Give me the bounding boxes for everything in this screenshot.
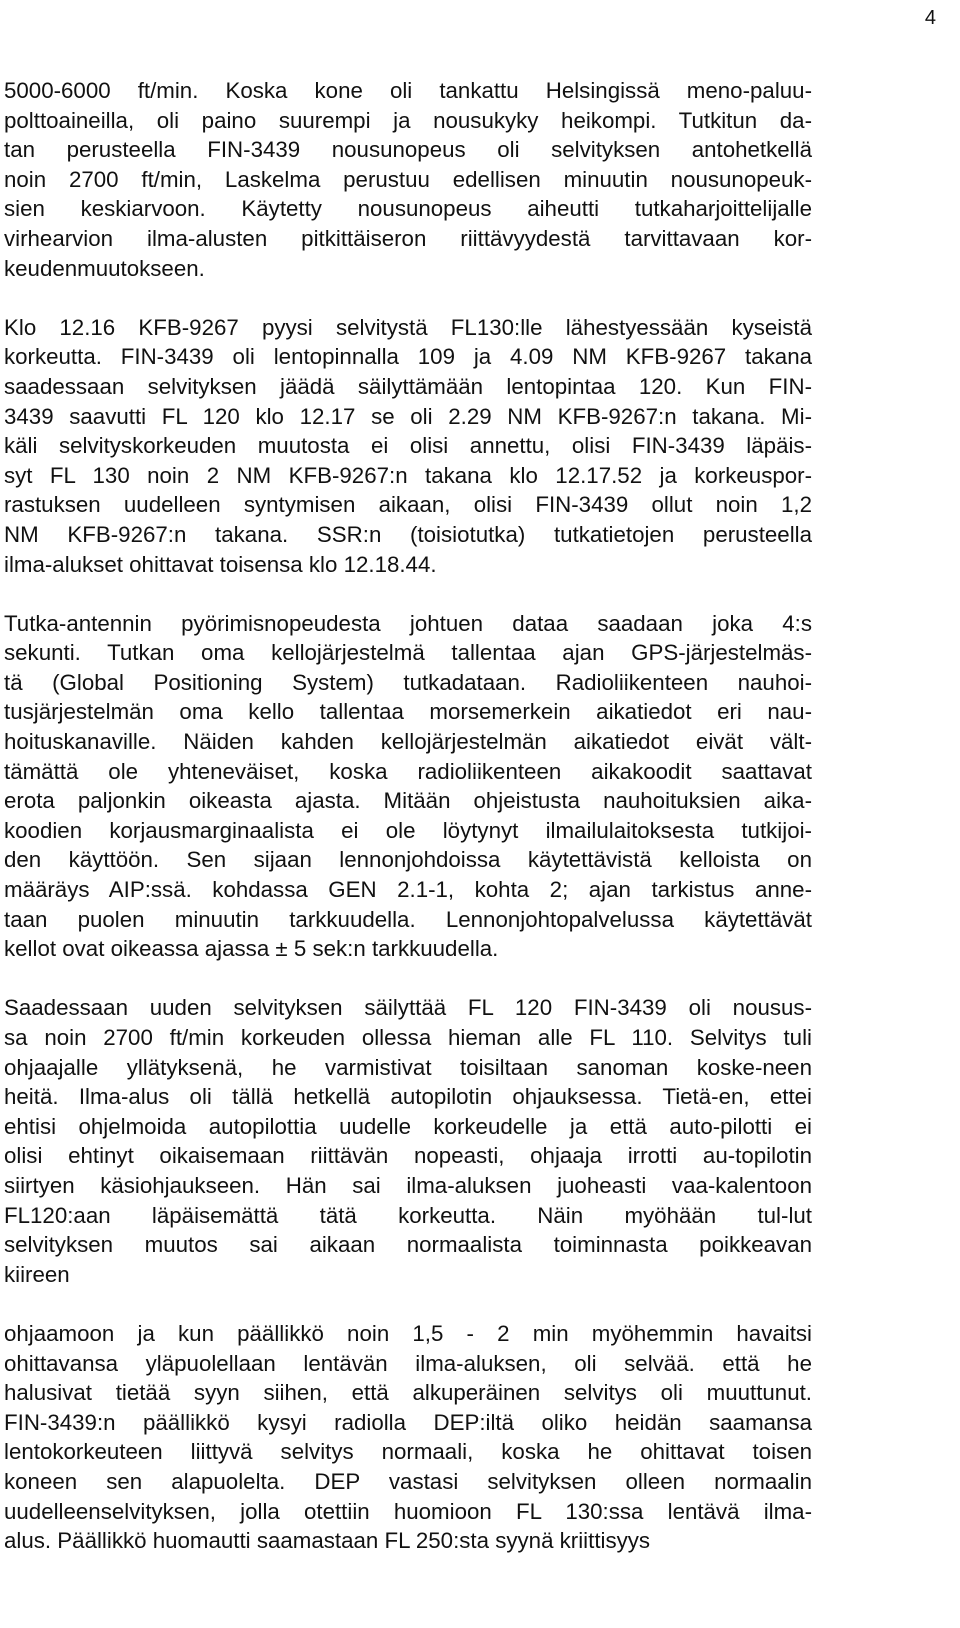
text-line: tan perusteella FIN-3439 nousunopeus oli selvityksen antohetkellä xyxy=(4,137,812,163)
text-line: uudelleenselvityksen, jolla otettiin huomioon FL 130:ssa lentävä ilma- xyxy=(4,1498,812,1524)
text-line: virhearvion ilma-alusten pitkittäiseron riittävyydestä tarvittavaan kor- xyxy=(4,225,812,251)
text-line: selvityksen muutos sai aikaan normaalista toiminnasta poikkeavan xyxy=(4,1232,812,1258)
text-line: Saadessaan uuden selvityksen säilyttää FL 120 FIN-3439 oli nousus- xyxy=(4,995,812,1021)
text-line: FL120:aan läpäisemättä tätä korkeutta. Näin myöhään tul-lut xyxy=(4,1202,812,1228)
text-line: polttoaineilla, oli paino suurempi ja nousukyky heikompi. Tutkitun da- xyxy=(4,107,812,133)
text-line: alus. Päällikkö huomautti saamastaan FL 250:sta syynä kriittisyys xyxy=(4,1528,651,1554)
text-line: 3439 saavutti FL 120 klo 12.17 se oli 2.29 NM KFB-9267:n takana. Mi- xyxy=(4,403,812,429)
text-line: ohittavansa yläpuolellaan lentävän ilma-aluksen, oli selvää. että he xyxy=(4,1350,812,1376)
paragraph-gap xyxy=(4,964,812,994)
document-body xyxy=(4,76,812,1556)
text-line: hoituskanaville. Näiden kahden kellojärjestelmän aikatiedot eivät vält- xyxy=(4,729,812,755)
text-line: 5000-6000 ft/min. Koska kone oli tankattu Helsingissä meno-paluu- xyxy=(4,78,812,103)
text-line: ilma-alukset ohittavat toisensa klo 12.18.44. xyxy=(4,551,437,577)
text-line: ohjaamoon ja kun päällikkö noin 1,5 - 2 min myöhemmin havaitsi xyxy=(4,1320,812,1346)
text-line: Klo 12.16 KFB-9267 pyysi selvitystä FL130:lle lähestyessään kyseistä xyxy=(4,314,812,340)
paragraph-gap xyxy=(4,283,812,313)
text-line: Tutka-antennin pyörimisnopeudesta johtuen dataa saadaan joka 4:s xyxy=(4,610,812,636)
text-line: NM KFB-9267:n takana. SSR:n (toisiotutka) tutkatietojen perusteella xyxy=(4,521,812,547)
paragraph-gap xyxy=(4,1289,812,1319)
text-line: halusivat tietää syyn siihen, että alkuperäinen selvitys oli muuttunut. xyxy=(4,1380,812,1406)
paragraph-3 xyxy=(4,609,812,964)
text-line: koodien korjausmarginaalista ei ole löytynyt ilmailulaitoksesta tutkijoi- xyxy=(4,817,812,843)
text-line: heitä. Ilma-alus oli tällä hetkellä autopilotin ohjauksessa. Tietä-en, ettei xyxy=(4,1084,812,1110)
text-line: den käyttöön. Sen sijaan lennonjohdoissa käytettävistä kelloista on xyxy=(4,847,812,873)
text-line: kellot ovat oikeassa ajassa ± 5 sek:n tarkkuudella. xyxy=(4,936,499,962)
text-line: rastuksen uudelleen syntymisen aikaan, olisi FIN-3439 ollut noin 1,2 xyxy=(4,492,812,518)
paragraph-5 xyxy=(4,1319,812,1556)
text-line: siirtyen käsiohjaukseen. Hän sai ilma-aluksen juoheasti vaa-kalentoon xyxy=(4,1172,812,1198)
text-line: lentokorkeuteen liittyvä selvitys normaali, koska he ohittavat toisen xyxy=(4,1439,812,1465)
text-line: olisi ehtinyt oikaisemaan riittävän nopeasti, ohjaaja irrotti au-topilotin xyxy=(4,1143,812,1169)
page-number: 4 xyxy=(924,7,936,29)
text-line: korkeutta. FIN-3439 oli lentopinnalla 109 ja 4.09 NM KFB-9267 takana xyxy=(4,344,812,370)
text-line: tusjärjestelmän oma kello tallentaa morsemerkein aikatiedot eri nau- xyxy=(4,699,812,725)
text-line: erota paljonkin oikeasta ajasta. Mitään ohjeistusta nauhoituksien aika- xyxy=(4,788,812,814)
text-line: tä (Global Positioning System) tutkadataan. Radioliikenteen nauhoi- xyxy=(4,669,812,695)
text-line: ehtisi ohjelmoida autopilottia uudelle korkeudelle ja että auto-pilotti ei xyxy=(4,1113,812,1139)
text-line: ohjaajalle yllätyksenä, he varmistivat toisiltaan sanoman koske-neen xyxy=(4,1054,812,1080)
text-line: noin 2700 ft/min, Laskelma perustuu edellisen minuutin nousunopeuk- xyxy=(4,166,812,192)
text-line: syt FL 130 noin 2 NM KFB-9267:n takana klo 12.17.52 ja korkeuspor- xyxy=(4,462,812,488)
text-line: sien keskiarvoon. Käytetty nousunopeus aiheutti tutkaharjoittelijalle xyxy=(4,196,812,222)
text-line: saadessaan selvityksen jäädä säilyttämään lentopintaa 120. Kun FIN- xyxy=(4,373,812,399)
text-line: sa noin 2700 ft/min korkeuden ollessa hieman alle FL 110. Selvitys tuli xyxy=(4,1025,812,1050)
text-line: sekunti. Tutkan oma kellojärjestelmä tallentaa ajan GPS-järjestelmäs- xyxy=(4,640,812,666)
text-line: taan puolen minuutin tarkkuudella. Lennonjohtopalvelussa käytettävät xyxy=(4,906,812,932)
text-line: tämättä ole yhteneväiset, koska radioliikenteen aikakoodit saattavat xyxy=(4,758,812,784)
text-line: kiireen xyxy=(4,1261,70,1287)
paragraph-gap xyxy=(4,579,812,609)
paragraph-2 xyxy=(4,313,812,579)
text-line: keudenmuutokseen. xyxy=(4,255,205,281)
paragraph-1 xyxy=(4,76,812,283)
text-line: määräys AIP:ssä. kohdassa GEN 2.1-1, kohta 2; ajan tarkistus anne- xyxy=(4,877,812,903)
text-line: koneen sen alapuolelta. DEP vastasi selvityksen olleen normaalin xyxy=(4,1468,812,1494)
text-line: käli selvityskorkeuden muutosta ei olisi annettu, olisi FIN-3439 läpäis- xyxy=(4,433,812,459)
text-line: FIN-3439:n päällikkö kysyi radiolla DEP:iltä oliko heidän saamansa xyxy=(4,1409,812,1435)
paragraph-4 xyxy=(4,993,812,1289)
